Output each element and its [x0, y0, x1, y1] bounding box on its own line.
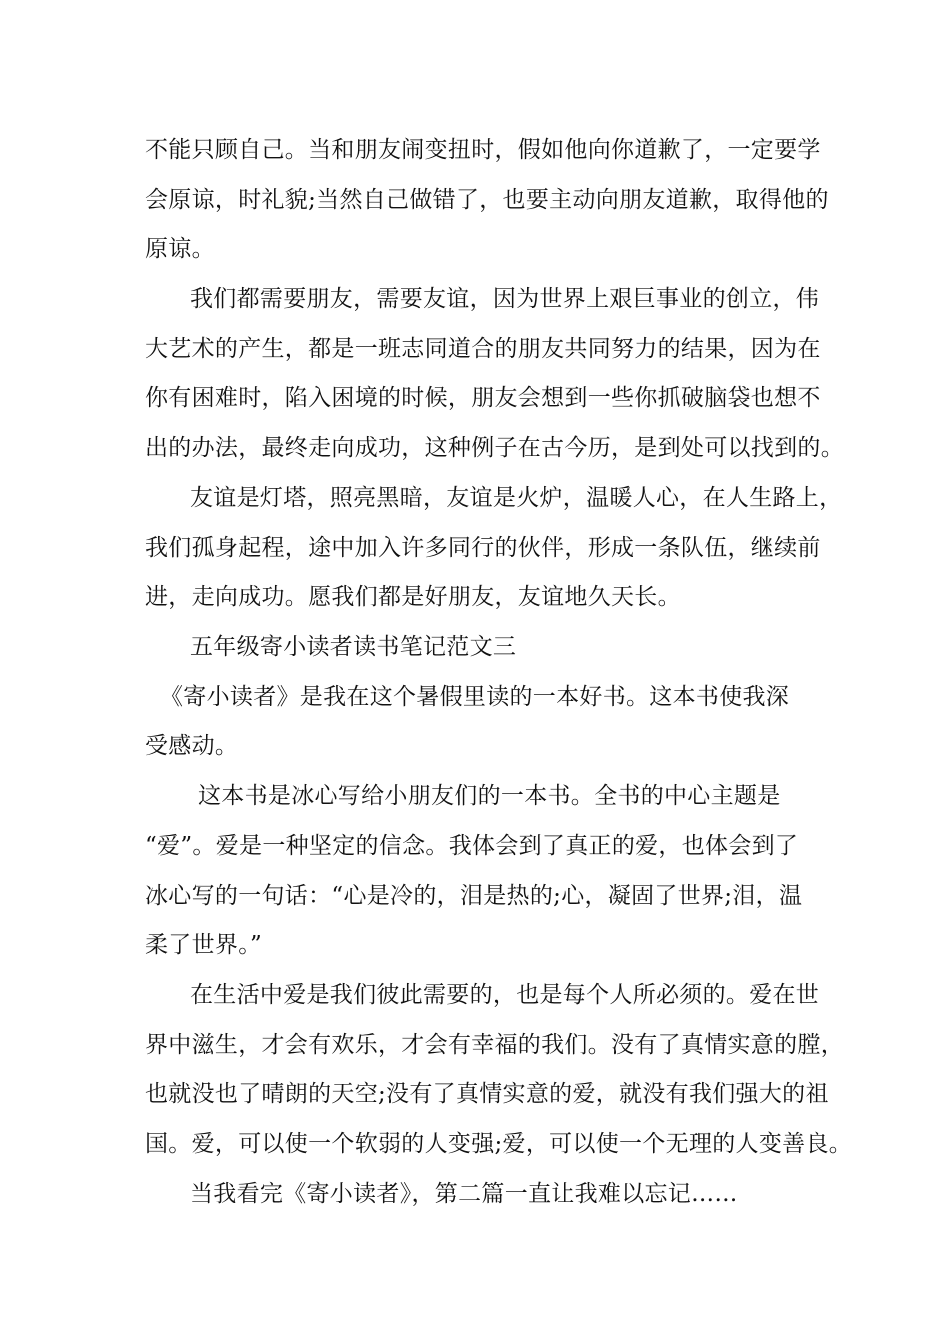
paragraph-line: 我们都需要朋友，需要友谊，因为世界上艰巨事业的创立，伟: [190, 286, 820, 312]
paragraph-line: 会原谅，时礼貌;当然自己做错了，也要主动向朋友道歉，取得他的: [145, 187, 829, 213]
paragraph-line: 出的办法，最终走向成功，这种例子在古今历，是到处可以找到的。: [145, 435, 844, 461]
paragraph-line: 不能只顾自己。当和朋友闹变扭时，假如他向你道歉了，一定要学: [145, 137, 821, 163]
paragraph-line: 你有困难时，陷入困境的时候，朋友会想到一些你抓破脑袋也想不: [145, 385, 821, 411]
paragraph-line: 在生活中爱是我们彼此需要的，也是每个人所必须的。爱在世: [190, 982, 820, 1008]
paragraph-line: 受感动。: [145, 733, 239, 759]
paragraph-line: 国。爱，可以使一个软弱的人变强;爱，可以使一个无理的人变善良。: [145, 1131, 853, 1157]
paragraph-line: 这本书是冰心写给小朋友们的一本书。全书的中心主题是: [198, 783, 781, 809]
paragraph-line: 界中滋生，才会有欢乐，才会有幸福的我们。没有了真情实意的膛，: [145, 1032, 844, 1058]
paragraph-line: 我们孤身起程，途中加入许多同行的伙伴，形成一条队伍，继续前: [145, 535, 821, 561]
paragraph-line: 当我看完《寄小读者》，第二篇一直让我难以忘记……: [190, 1181, 738, 1207]
paragraph-line: 也就没也了晴朗的天空;没有了真情实意的爱，就没有我们强大的祖: [145, 1081, 829, 1107]
paragraph-line: 柔了世界。”: [145, 932, 263, 958]
paragraph-line: 大艺术的产生，都是一班志同道合的朋友共同努力的结果，因为在: [145, 336, 821, 362]
paragraph-line: 进，走向成功。愿我们都是好朋友，友谊地久天长。: [145, 584, 681, 610]
section-heading: 五年级寄小读者读书笔记范文三: [190, 634, 517, 660]
paragraph-line: 友谊是灯塔，照亮黑暗，友谊是火炉，温暖人心，在人生路上，: [190, 485, 843, 511]
paragraph-line: 冰心写的一句话：“心是冷的，泪是热的;心，凝固了世界;泪，温: [145, 883, 803, 909]
paragraph-line: 《寄小读者》是我在这个暑假里读的一本好书。这本书使我深: [160, 684, 790, 710]
paragraph-line: 原谅。: [145, 236, 215, 262]
paragraph-line: “爱”。爱是一种坚定的信念。我体会到了真正的爱，也体会到了: [145, 833, 799, 859]
